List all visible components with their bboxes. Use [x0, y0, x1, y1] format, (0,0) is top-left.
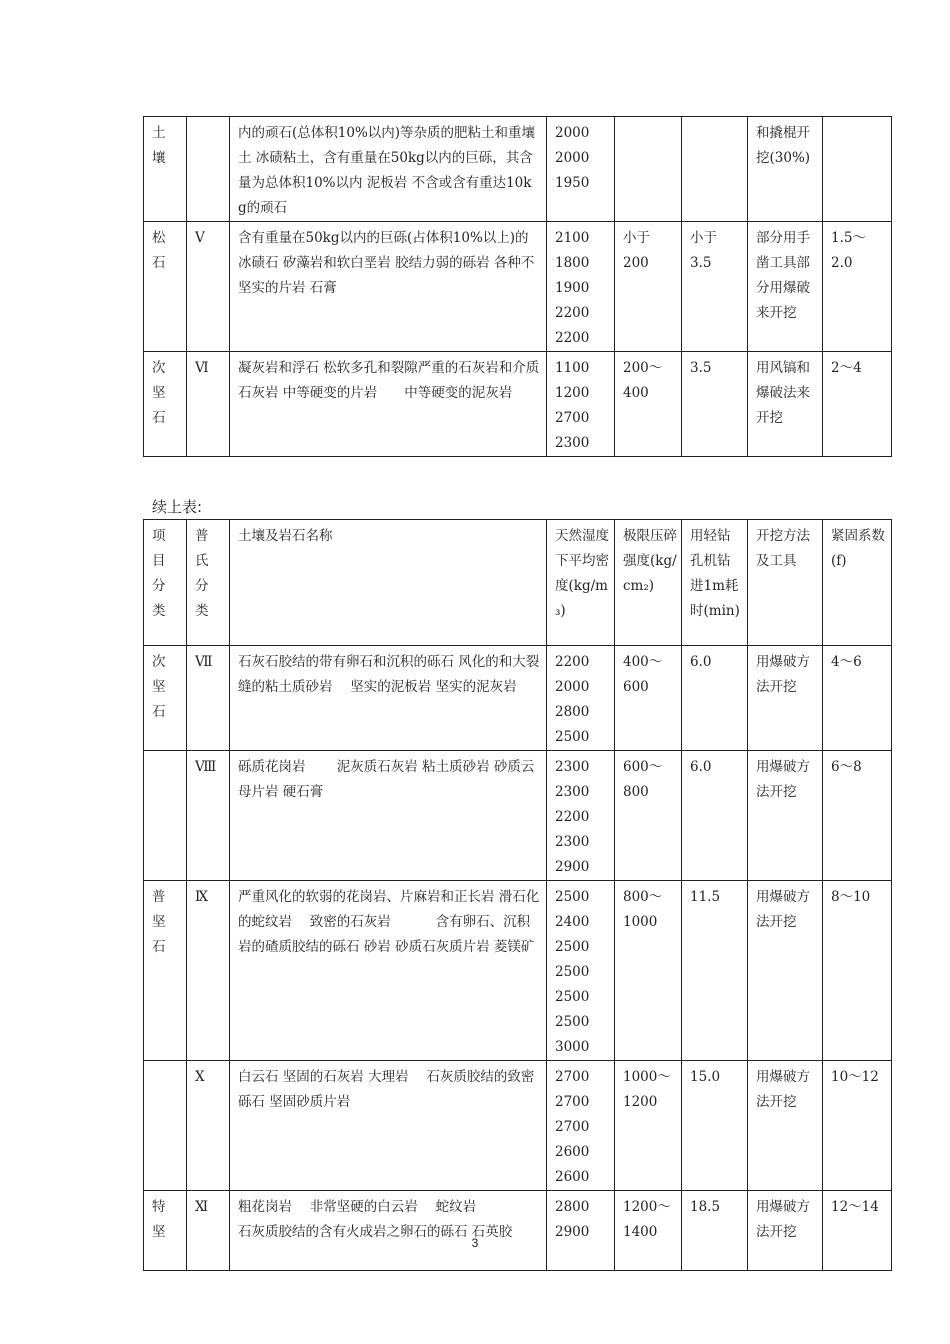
- cell-strength: 200～ 400: [615, 352, 682, 457]
- cell-coefficient: 2～4: [823, 352, 892, 457]
- cell-method: 用爆破方法开挖: [748, 1061, 823, 1191]
- cell-category: 土 壤: [144, 117, 187, 222]
- cell-name: 白云石 坚固的石灰岩 大理岩 石灰质胶结的致密砾石 坚固砂质片岩: [230, 1061, 547, 1191]
- cell-method: 用风镐和爆破法来开挖: [748, 352, 823, 457]
- cell-grade: Ⅷ: [187, 751, 230, 881]
- rock-classification-table-part1: [143, 116, 892, 457]
- cell-density: 2100 1800 1900 2200 2200: [547, 222, 615, 352]
- cell-grade: [187, 117, 230, 222]
- header-category: 项 目 分 类: [144, 520, 187, 646]
- cell-category: [144, 751, 187, 881]
- header-strength: 极限压碎强度(kg/cm₂): [615, 520, 682, 646]
- header-coefficient: 紧固系数 (f): [823, 520, 892, 646]
- header-density: 天然湿度下平均密度(kg/m₃): [547, 520, 615, 646]
- table-row: [144, 751, 892, 881]
- cell-method: 部分用手凿工具部分用爆破来开挖: [748, 222, 823, 352]
- cell-coefficient: 8～10: [823, 881, 892, 1061]
- cell-name: 严重风化的软弱的花岗岩、片麻岩和正长岩 滑石化的蛇纹岩 致密的石灰岩 含有卵石、沉积岩的碴质胶结的砾石 砂岩 砂质石灰质片岩 菱镁矿: [230, 881, 547, 1061]
- cell-name: 含有重量在50kg以内的巨砾(占体积10%以上)的冰碛石 矽藻岩和软白垩岩 胶结力弱的砾岩 各种不坚实的片岩 石膏: [230, 222, 547, 352]
- cell-grade: Ⅺ: [187, 1191, 230, 1271]
- cell-grade: Ⅶ: [187, 646, 230, 751]
- cell-name: 石灰石胶结的带有卵石和沉积的砾石 风化的和大裂缝的粘土质砂岩 坚实的泥板岩 坚实的泥灰岩: [230, 646, 547, 751]
- cell-drill-time: [682, 117, 748, 222]
- cell-category: 特 坚: [144, 1191, 187, 1271]
- cell-grade: Ⅵ: [187, 352, 230, 457]
- cell-drill-time: 6.0: [682, 751, 748, 881]
- cell-drill-time: 18.5: [682, 1191, 748, 1271]
- table-row: [144, 1061, 892, 1191]
- cell-grade: Ⅸ: [187, 881, 230, 1061]
- continued-caption: 续上表:: [152, 498, 203, 516]
- header-method: 开挖方法及工具: [748, 520, 823, 646]
- cell-category: 次 坚 石: [144, 352, 187, 457]
- header-grade: 普 氏 分 类: [187, 520, 230, 646]
- cell-category: 次 坚 石: [144, 646, 187, 751]
- cell-drill-time: 11.5: [682, 881, 748, 1061]
- table-row: [144, 352, 892, 457]
- cell-grade: Ⅹ: [187, 1061, 230, 1191]
- cell-strength: 600～ 800: [615, 751, 682, 881]
- cell-strength: 小于 200: [615, 222, 682, 352]
- cell-category: [144, 1061, 187, 1191]
- cell-strength: 1200～ 1400: [615, 1191, 682, 1271]
- cell-density: 2300 2300 2200 2300 2900: [547, 751, 615, 881]
- cell-drill-time: 6.0: [682, 646, 748, 751]
- cell-method: 用爆破方法开挖: [748, 881, 823, 1061]
- table-row: [144, 1191, 892, 1271]
- cell-coefficient: [823, 117, 892, 222]
- cell-density: 2200 2000 2800 2500: [547, 646, 615, 751]
- cell-method: 用爆破方法开挖: [748, 646, 823, 751]
- table-row: [144, 222, 892, 352]
- cell-density: 1100 1200 2700 2300: [547, 352, 615, 457]
- cell-density: 2800 2900: [547, 1191, 615, 1271]
- cell-coefficient: 6～8: [823, 751, 892, 881]
- cell-strength: 1000～ 1200: [615, 1061, 682, 1191]
- cell-category: 松 石: [144, 222, 187, 352]
- header-name: 土壤及岩石名称: [230, 520, 547, 646]
- cell-drill-time: 小于 3.5: [682, 222, 748, 352]
- cell-name: 粗花岗岩 非常坚硬的白云岩 蛇纹岩 石灰质胶结的含有火成岩之卵石的砾石 石英胶: [230, 1191, 547, 1271]
- header-row: [144, 520, 892, 646]
- cell-method: 用爆破方法开挖: [748, 751, 823, 881]
- cell-category: 普 坚 石: [144, 881, 187, 1061]
- cell-coefficient: 12～14: [823, 1191, 892, 1271]
- cell-coefficient: 1.5～ 2.0: [823, 222, 892, 352]
- table-row: [144, 646, 892, 751]
- table-row: [144, 117, 892, 222]
- cell-method: 和撬棍开挖(30%): [748, 117, 823, 222]
- table-row: [144, 881, 892, 1061]
- cell-grade: V: [187, 222, 230, 352]
- cell-drill-time: 3.5: [682, 352, 748, 457]
- cell-name: 内的顽石(总体积10%以内)等杂质的肥粘土和重壤土 冰碛粘土，含有重量在50kg以内的巨砾，其含量为总体积10%以内 泥板岩 不含或含有重达10kg的顽石: [230, 117, 547, 222]
- cell-density: 2700 2700 2700 2600 2600: [547, 1061, 615, 1191]
- cell-strength: 800～ 1000: [615, 881, 682, 1061]
- cell-strength: 400～ 600: [615, 646, 682, 751]
- cell-drill-time: 15.0: [682, 1061, 748, 1191]
- cell-density: 2000 2000 1950: [547, 117, 615, 222]
- cell-name: 砾质花岗岩 泥灰质石灰岩 粘土质砂岩 砂质云母片岩 硬石膏: [230, 751, 547, 881]
- cell-coefficient: 4～6: [823, 646, 892, 751]
- cell-name: 凝灰岩和浮石 松软多孔和裂隙严重的石灰岩和介质石灰岩 中等硬变的片岩 中等硬变的泥灰岩: [230, 352, 547, 457]
- cell-method: 用爆破方法开挖: [748, 1191, 823, 1271]
- cell-density: 2500 2400 2500 2500 2500 2500 3000: [547, 881, 615, 1061]
- cell-coefficient: 10～12: [823, 1061, 892, 1191]
- cell-strength: [615, 117, 682, 222]
- page-number: 3: [471, 1236, 479, 1250]
- header-drill-time: 用轻钻孔机钻进1m耗时(min): [682, 520, 748, 646]
- rock-classification-table-part2: [143, 519, 892, 1271]
